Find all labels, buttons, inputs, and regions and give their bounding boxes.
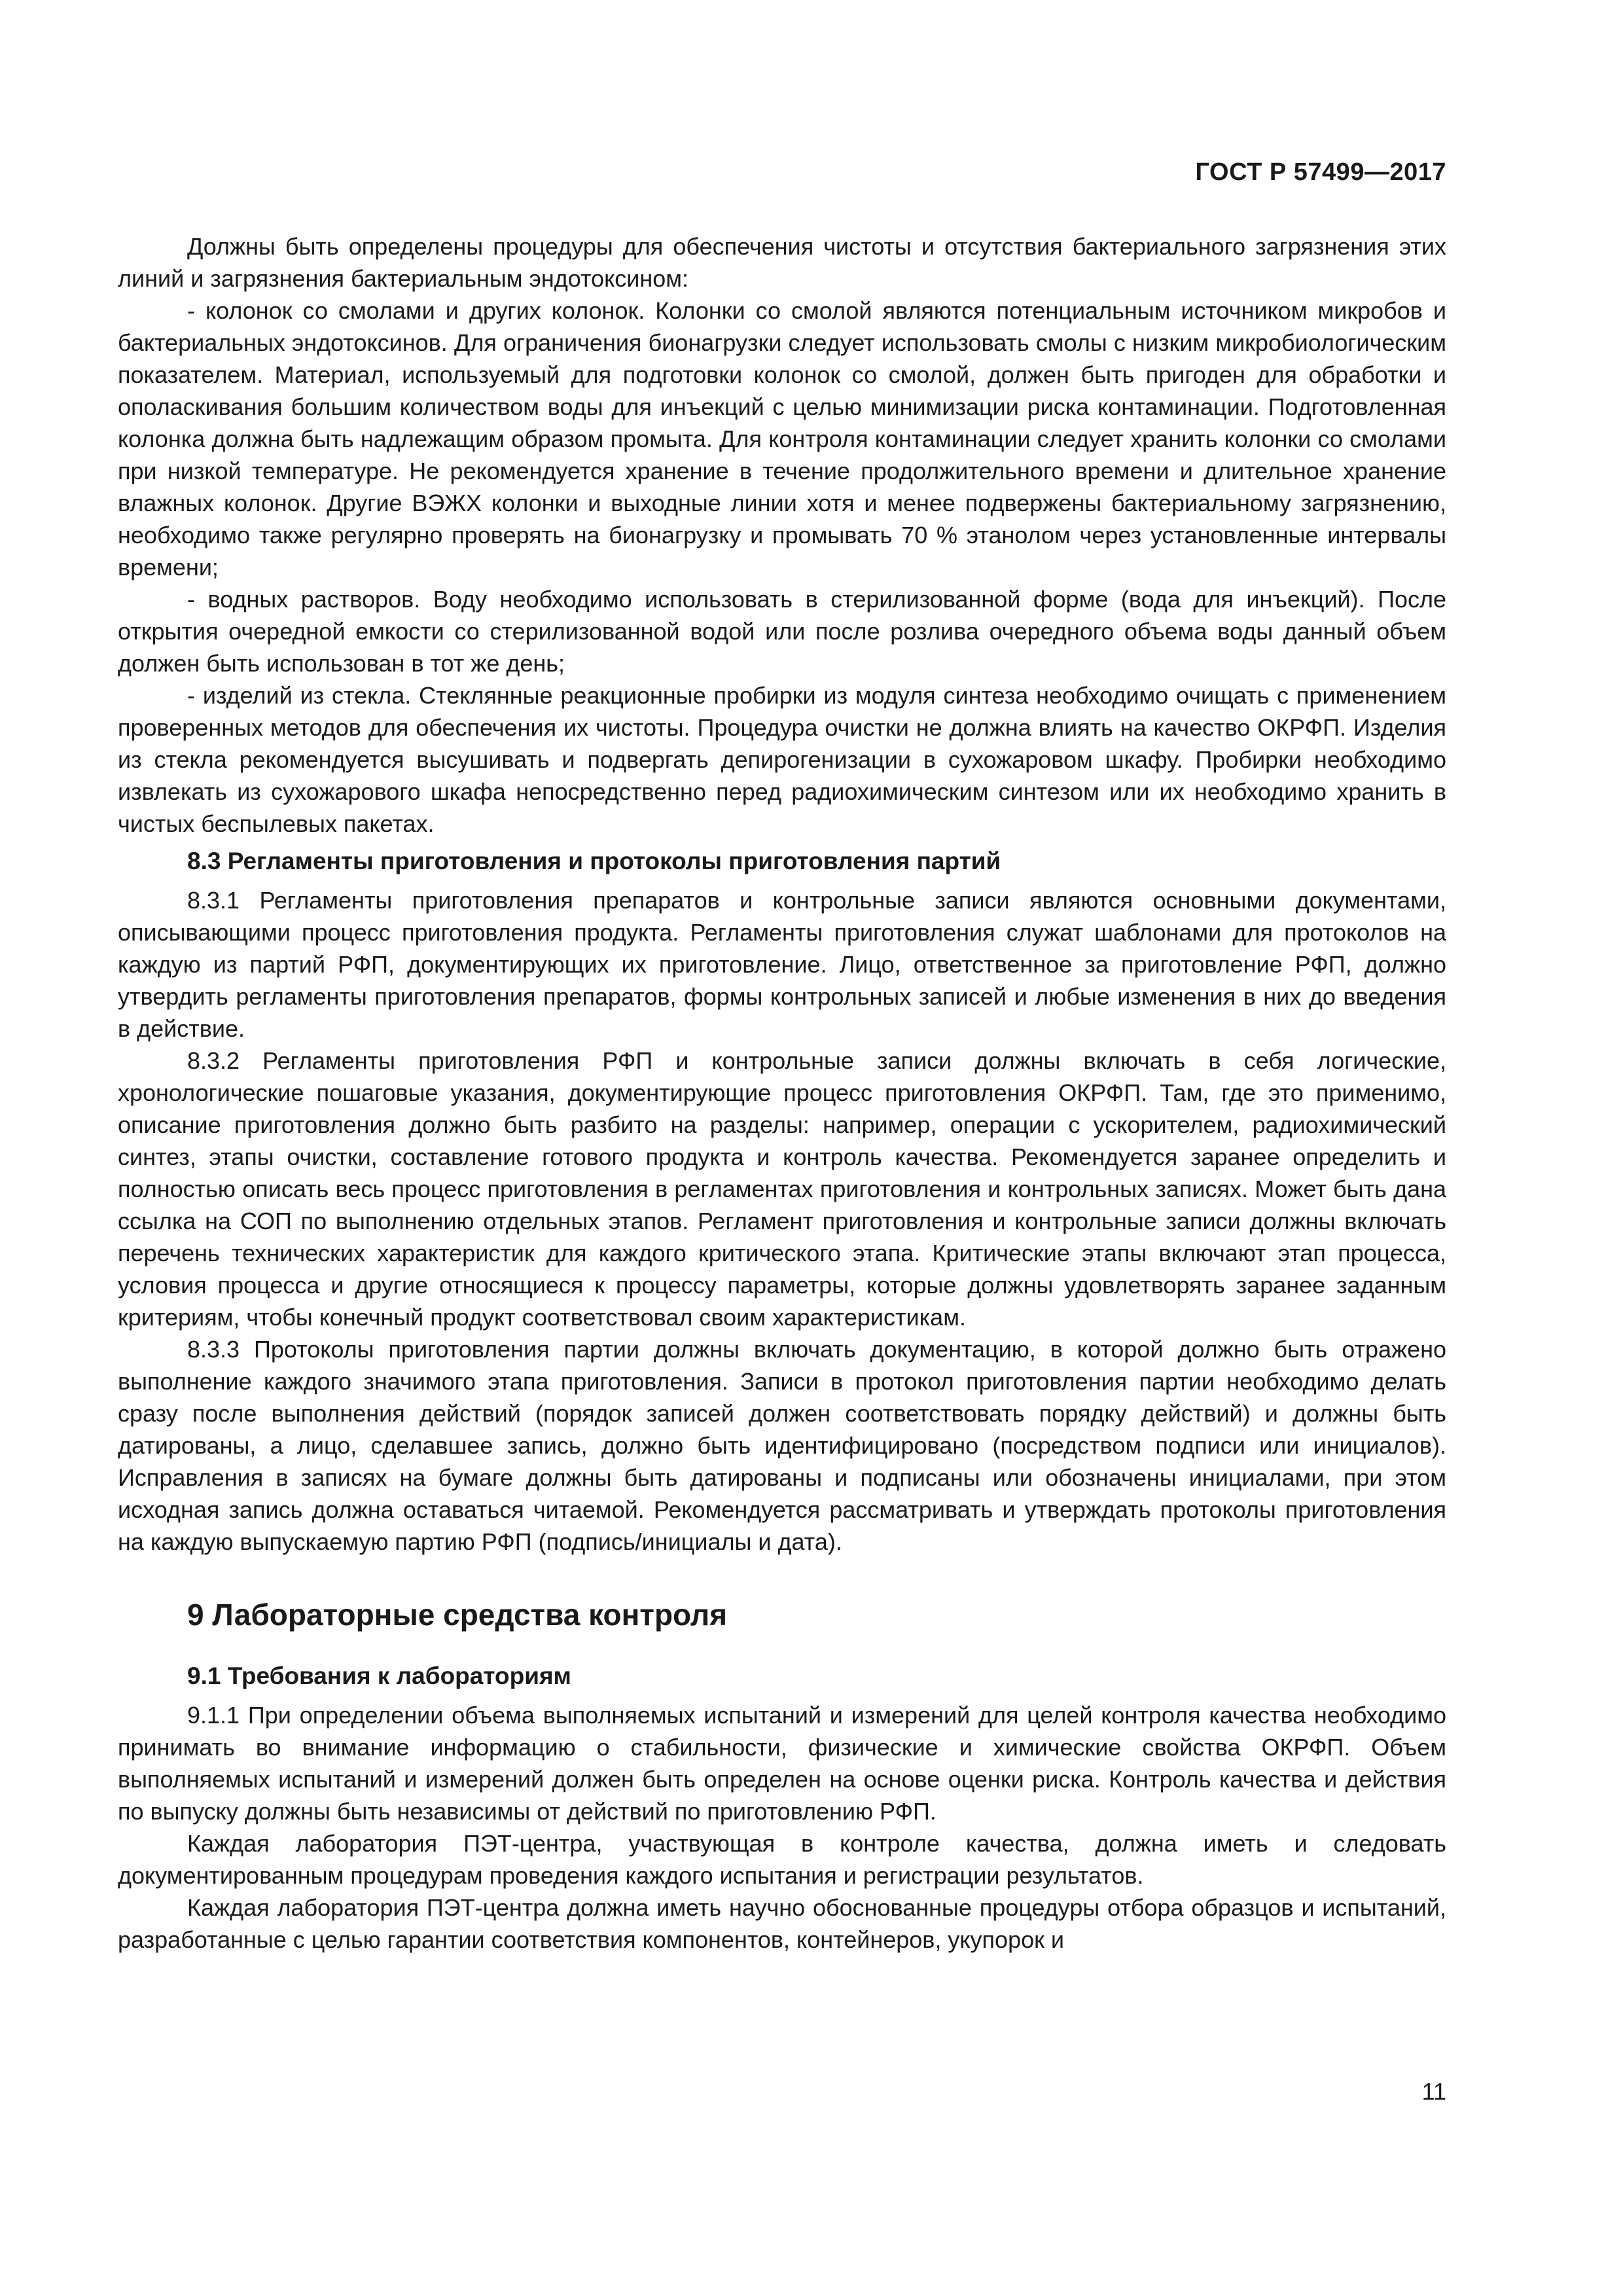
paragraph-8-3-3: 8.3.3 Протоколы приготовления партии должны включать документацию, в которой должно быть отражено выполнение каждого значимого этапа приготовления. Записи в протокол приготовления партии необходимо делать сразу после выполнения действий (порядок записей должен соответствовать порядку действий) и должны быть датированы, а лицо, сделавшее запись, должно быть идентифицировано (посредством подписи или инициалов). Исправления в записях на бумаге должны быть датированы и подписаны или обозначены инициалами, при этом исходная запись должна оставаться читаемой. Рекомендуется рассматривать и утверждать протоколы приготовления на каждую выпускаемую партию РФП (подпись/инициалы и дата). xyxy=(118,1336,1446,1555)
list-item-glassware: - изделий из стекла. Стеклянные реакционные пробирки из модуля синтеза необходимо очищать с применением проверенных методов для обеспечения их чистоты. Процедура очистки не должна влиять на качество ОКРФП. Изделия из стекла рекомендуется высушивать и подвергать депирогенизации в сухожаровом шкафу. Пробирки необходимо извлекать из сухожарового шкафа непосредственно перед радиохимическим синтезом или их необходимо хранить в чистых беспылевых пакетах. xyxy=(118,682,1446,837)
section-heading-9: 9 Лабораторные средства контроля xyxy=(187,1598,728,1632)
intro-paragraph: Должны быть определены процедуры для обеспечения чистоты и отсутствия бактериального загрязнения этих линий и загрязнения бактериальным эндотоксином: xyxy=(118,233,1446,292)
document-body xyxy=(118,230,1446,1956)
list-item-aqueous-solutions: - водных растворов. Воду необходимо использовать в стерилизованной форме (вода для инъекций). После открытия очередной емкости со стерилизованной водой или после розлива очередного объема воды данный объем должен быть использован в тот же день; xyxy=(118,586,1446,677)
paragraph-9-1-lab-procedures: Каждая лаборатория ПЭТ-центра, участвующая в контроле качества, должна иметь и следовать документированным процедурам проведения каждого испытания и регистрации результатов. xyxy=(118,1830,1446,1889)
paragraph-8-3-1: 8.3.1 Регламенты приготовления препаратов и контрольные записи являются основными документами, описывающими процесс приготовления продукта. Регламенты приготовления служат шаблонами для протоколов на каждую из партий РФП, документирующих их приготовление. Лицо, ответственное за приготовление РФП, должно утвердить регламенты приготовления препаратов, формы контрольных записей и любые изменения в них до введения в действие. xyxy=(118,887,1446,1042)
section-heading-8-3: 8.3 Регламенты приготовления и протоколы приготовления партий xyxy=(187,848,1001,874)
document-code: ГОСТ Р 57499—2017 xyxy=(1195,158,1446,186)
list-item-resin-columns: - колонок со смолами и других колонок. Колонки со смолой являются потенциальным источником микробов и бактериальных эндотоксинов. Для ограничения бионагрузки следует использовать смолы с низким микробиологическим показателем. Материал, используемый для подготовки колонок со смолой, должен быть пригоден для обработки и ополаскивания большим количеством воды для инъекций с целью минимизации риска контаминации. Подготовленная колонка должна быть надлежащим образом промыта. Для контроля контаминации следует хранить колонки со смолами при низкой температуре. Не рекомендуется хранение в течение продолжительного времени и длительное хранение влажных колонок. Другие ВЭЖХ колонки и выходные линии хотя и менее подвержены бактериальному загрязнению, необходимо также регулярно проверять на бионагрузку и промывать 70 % этанолом через установленные интервалы времени; xyxy=(118,297,1446,581)
section-heading-9-1: 9.1 Требования к лабораториям xyxy=(187,1662,571,1689)
paragraph-9-1-1: 9.1.1 При определении объема выполняемых испытаний и измерений для целей контроля качества необходимо принимать во внимание информацию о стабильности, физические и химические свойства ОКРФП. Объем выполняемых испытаний и измерений должен быть определен на основе оценки риска. Контроль качества и действия по выпуску должны быть независимы от действий по приготовлению РФП. xyxy=(118,1702,1446,1825)
page-number: 11 xyxy=(1421,2078,1446,2105)
paragraph-9-1-sampling: Каждая лаборатория ПЭТ-центра должна иметь научно обоснованные процедуры отбора образцов и испытаний, разработанные с целью гарантии соответствия компонентов, контейнеров, укупорок и xyxy=(118,1894,1446,1953)
paragraph-8-3-2: 8.3.2 Регламенты приготовления РФП и контрольные записи должны включать в себя логические, хронологические пошаговые указания, документирующие процесс приготовления ОКРФП. Там, где это применимо, описание приготовления должно быть разбито на разделы: например, операции с ускорителем, радиохимический синтез, этапы очистки, составление готового продукта и контроль качества. Рекомендуется заранее определить и полностью описать весь процесс приготовления в регламентах приготовления и контрольных записях. Может быть дана ссылка на СОП по выполнению отдельных этапов. Регламент приготовления и контрольные записи должны включать перечень технических характеристик для каждого критического этапа. Критические этапы включают этап процесса, условия процесса и другие относящиеся к процессу параметры, которые должны удовлетворять заранее заданным критериям, чтобы конечный продукт соответствовал своим характеристикам. xyxy=(118,1047,1446,1331)
